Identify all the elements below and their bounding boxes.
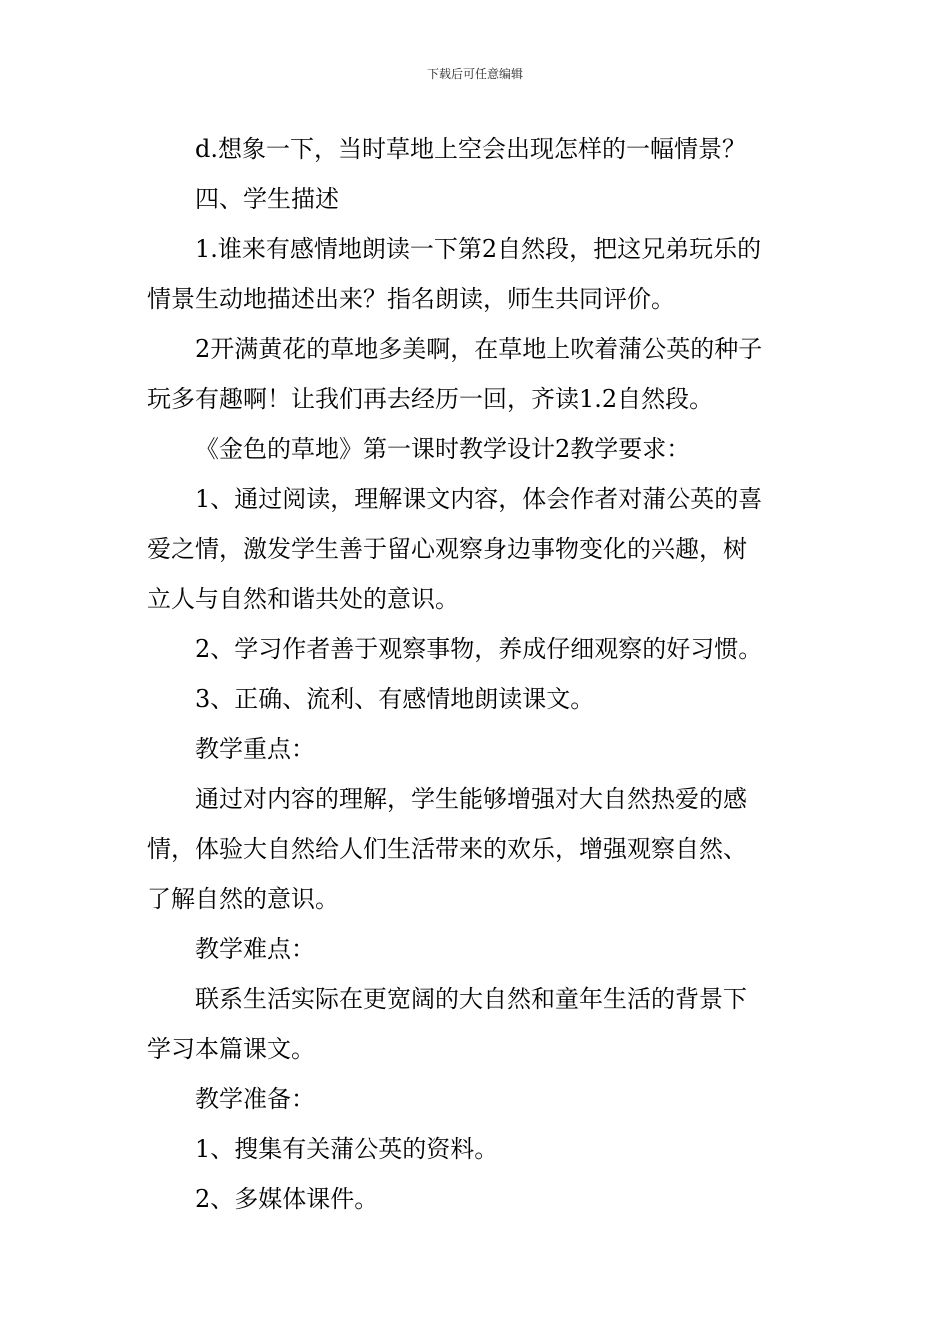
- section-heading: 四、学生描述: [195, 185, 339, 213]
- text-line: 玩多有趣啊！让我们再去经历一回，齐读1.2自然段。: [147, 385, 714, 413]
- text-line: 3、正确、流利、有感情地朗读课文。: [195, 685, 595, 713]
- page-header: 下载后可任意编辑: [426, 67, 523, 81]
- text-line: 1、搜集有关蒲公英的资料。: [195, 1135, 499, 1163]
- text-line: 联系生活实际在更宽阔的大自然和童年生活的背景下: [195, 985, 747, 1013]
- section-heading: 教学难点：: [195, 935, 315, 963]
- text-line: 了解自然的意识。: [147, 885, 339, 913]
- text-line: 2开满黄花的草地多美啊，在草地上吹着蒲公英的种子: [195, 335, 763, 363]
- text-line: 爱之情，激发学生善于留心观察身边事物变化的兴趣，树: [147, 535, 747, 563]
- section-heading: 教学准备：: [195, 1085, 315, 1113]
- text-line: 1.谁来有感情地朗读一下第2自然段，把这兄弟玩乐的: [195, 235, 762, 263]
- document-body: [147, 124, 809, 1224]
- document-subtitle: 《金色的草地》第一课时教学设计2教学要求：: [195, 435, 691, 463]
- text-line: 情景生动地描述出来？指名朗读，师生共同评价。: [147, 285, 675, 313]
- section-heading: 教学重点：: [195, 735, 315, 763]
- text-line: 2、学习作者善于观察事物，养成仔细观察的好习惯。: [195, 635, 763, 663]
- text-line: 1、通过阅读，理解课文内容，体会作者对蒲公英的喜: [195, 485, 763, 513]
- text-line: d.想象一下，当时草地上空会出现怎样的一幅情景？: [195, 135, 746, 163]
- text-line: 通过对内容的理解，学生能够增强对大自然热爱的感: [195, 785, 747, 813]
- text-line: 立人与自然和谐共处的意识。: [147, 585, 459, 613]
- text-line: 2、多媒体课件。: [195, 1185, 379, 1213]
- text-line: 学习本篇课文。: [147, 1035, 315, 1063]
- text-line: 情，体验大自然给人们生活带来的欢乐，增强观察自然、: [147, 835, 747, 863]
